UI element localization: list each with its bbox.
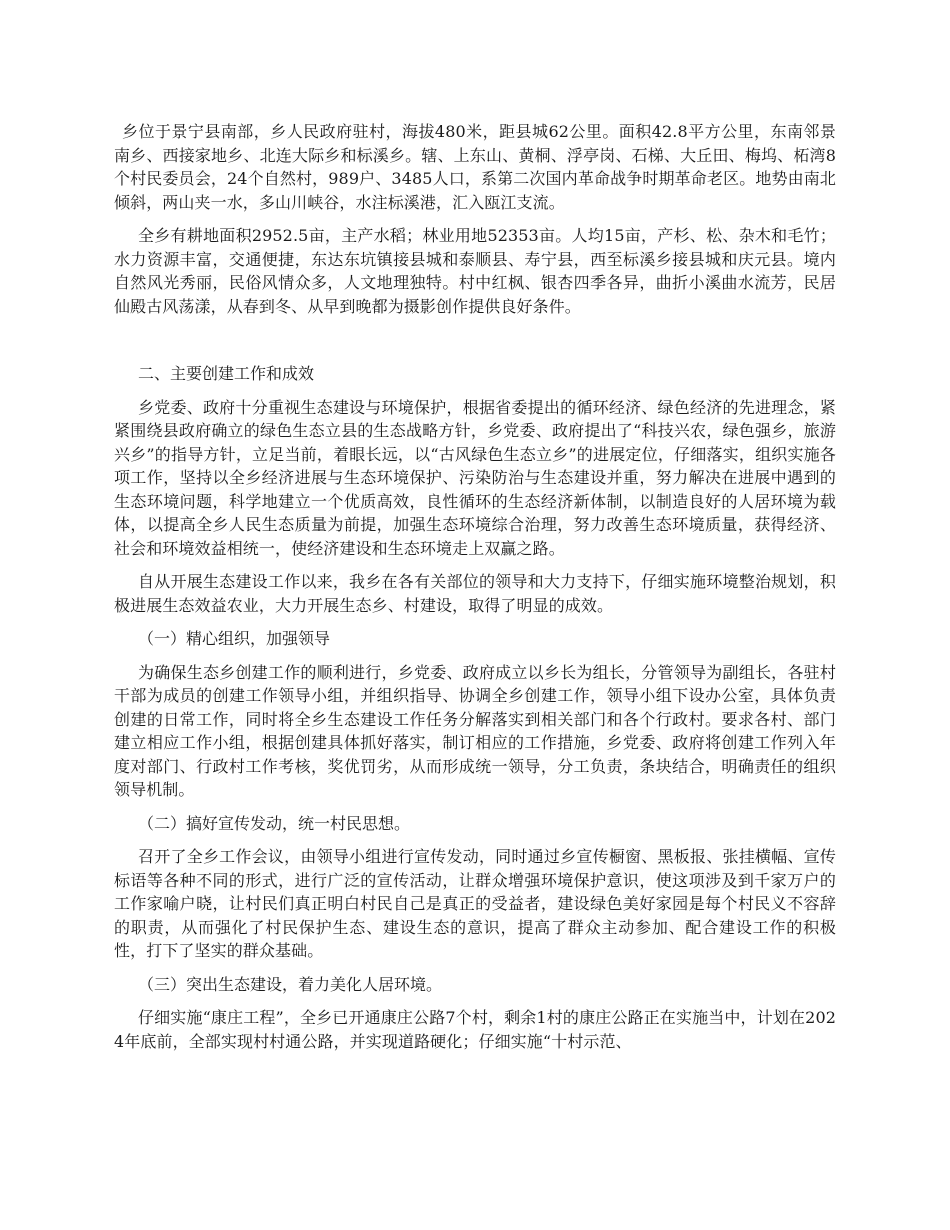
subsection-heading-1: （一）精心组织，加强领导 [138,629,331,648]
section-paragraph-2: 自从开展生态建设工作以来，我乡在各有关部位的领导和大力支持下，仔细实施环境整治规划，积极进展生态效益农业，大力开展生态乡、村建设，取得了明显的成效。 [114,572,836,615]
subsection-paragraph-1: 为确保生态乡创建工作的顺利进行，乡党委、政府成立以乡长为组长，分管领导为副组长，各驻村干部为成员的创建工作领导小组，并组织指导、协调全乡创建工作，领导小组下设办公室，具体负责创建的日常工作，同时将全乡生态建设工作任务分解落实到相关部门和各个行政村。要求各村、部门建立相应工作小组，根据创建具体抓好落实，制订相应的工作措施，乡党委、政府将创建工作列入年度对部门、行政村工作考核，奖优罚劣，从而形成统一领导，分工负责，条块结合，明确责任的组织领导机制。 [114,662,836,799]
document-page [114,120,836,1053]
subsection-paragraph-3: 仔细实施“康庄工程”，全乡已开通康庄公路7个村，剩余1村的康庄公路正在实施当中，计划在2024年底前，全部实现村村通公路，并实现道路硬化；仔细实施“十村示范、 [114,1008,836,1051]
intro-paragraph-2: 全乡有耕地面积2952.5亩，主产水稻；林业用地52353亩。人均15亩，产杉、松、杂木和毛竹；水力资源丰富，交通便捷，东达东坑镇接县城和泰顺县、寿宁县，西至标溪乡接县城和庆元县。境内自然风光秀丽，民俗风情众多，人文地理独特。村中红枫、银杏四季各异，曲折小溪曲水流芳，民居仙殿古风荡漾，从春到冬、从早到晚都为摄影创作提供良好条件。 [114,226,836,316]
section-paragraph-1: 乡党委、政府十分重视生态建设与环境保护，根据省委提出的循环经济、绿色经济的先进理念，紧紧围绕县政府确立的绿色生态立县的生态战略方针，乡党委、政府提出了“科技兴农，绿色强乡，旅游兴乡”的指导方针，立足当前，着眼长远，以“古风绿色生态立乡”的进展定位，仔细落实，组织实施各项工作，坚持以全乡经济进展与生态环境保护、污染防治与生态建设并重，努力解决在进展中遇到的生态环境问题，科学地建立一个优质高效，良性循环的生态经济新体制，以制造良好的人居环境为载体，以提高全乡人民生态质量为前提，加强生态环境综合治理，努力改善生态环境质量，获得经济、社会和环境效益相统一，使经济建设和生态环境走上双赢之路。 [114,397,836,558]
subsection-paragraph-2: 召开了全乡工作会议，由领导小组进行宣传发动，同时通过乡宣传橱窗、黑板报、张挂横幅、宣传标语等各种不同的形式，进行广泛的宣传活动，让群众增强环境保护意识，使这项涉及到千家万户的工作家喻户晓，让村民们真正明白村民自己是真正的受益者，建设绿色美好家园是每个村民义不容辞的职责，从而强化了村民保护生态、建设生态的意识，提高了群众主动参加、配合建设工作的积极性，打下了坚实的群众基础。 [114,847,836,960]
intro-paragraph-1: 乡位于景宁县南部，乡人民政府驻村，海拔480米，距县城62公里。面积42.8平方公里，东南邻景南乡、西接家地乡、北连大际乡和标溪乡。辖、上东山、黄桐、浮亭岗、石梯、大丘田、梅坞、柘湾8个村民委员会，24个自然村，989户、3485人口，系第二次国内革命战争时期革命老区。地势由南北倾斜，两山夹一水，多山川峡谷，水注标溪港，汇入瓯江支流。 [114,122,836,212]
section-heading: 二、主要创建工作和成效 [138,364,315,383]
subsection-heading-3: （三）突出生态建设，着力美化人居环境。 [138,974,443,994]
subsection-heading-2: （二）搞好宣传发动，统一村民思想。 [138,813,411,833]
